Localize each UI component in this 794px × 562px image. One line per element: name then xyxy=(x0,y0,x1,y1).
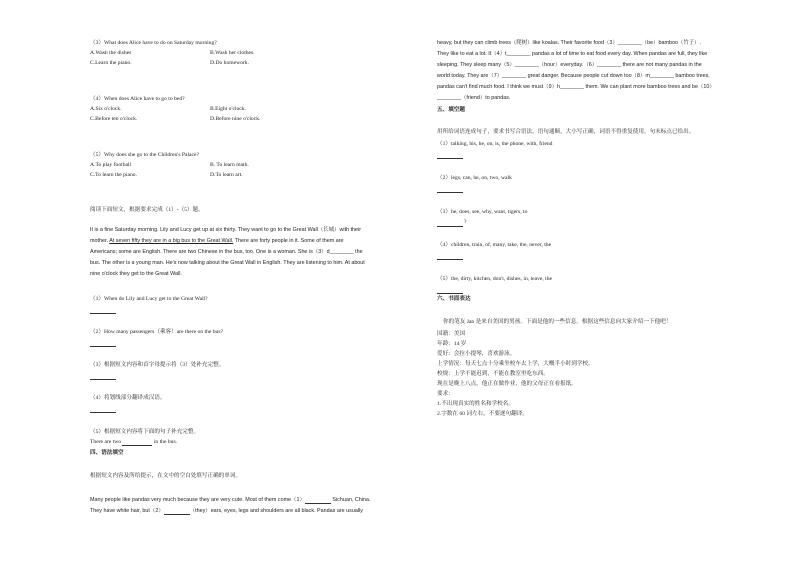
answer-line xyxy=(90,379,116,380)
sentence-item-4: （4）children, train, of, many, take, the, never, the xyxy=(437,242,552,248)
reading-question-5-sentence: There are two in the bus. xyxy=(90,439,178,445)
answer-line xyxy=(90,412,116,413)
section-4-title: 四、语法填空 xyxy=(90,450,124,456)
q3-option-b: B.Wash her clothes. xyxy=(210,50,255,56)
q5-option-c: C.To learn the piano. xyxy=(90,172,137,178)
info-line: 国籍：美国 xyxy=(437,331,465,337)
q4-option-c: C.Before ten o'clock. xyxy=(90,116,138,122)
passage-line: mother. At seven fifty they are in a big bus to the Great Wall. There are forty people in it. Some of them are xyxy=(90,238,344,244)
q3-option-a: A.Wash the dishes xyxy=(90,50,132,56)
passage-line: nine o'clock they get to the Great Wall. xyxy=(90,271,182,277)
grammar-passage-line: ________（friend）to pandas. xyxy=(437,95,511,101)
section-4-instructions: 根据短文内容及所给提示，在文中的空白处填写正确的单词。 xyxy=(90,473,242,479)
q4-option-b: B.Eight o'clock. xyxy=(210,106,246,112)
info-line: 年龄：14 岁 xyxy=(437,341,467,347)
question-mark: ? xyxy=(464,219,467,225)
info-line: 上学情况：每天七点十分乘坐校车去上学，大概半小时到学校。 xyxy=(437,361,594,367)
question-3: （3）What does Alice have to do on Saturday morning? xyxy=(90,40,217,46)
grammar-passage-line: world today. They are（7）________ great danger. Because people cut down too（8）m________ bamboo trees, xyxy=(437,73,710,79)
reading-question-4: （4）将划线部分翻译成汉语。 xyxy=(90,395,166,401)
reading-question-1: （1）When do Lily and Lucy get to the Great Wall? xyxy=(90,296,208,302)
answer-line xyxy=(437,158,463,159)
question-5: （5）Why does she go to the Children's Palace? xyxy=(90,152,199,158)
answer-line xyxy=(90,346,116,347)
info-line: 校规：上学不能迟到，不能在教室里吃东西。 xyxy=(437,371,549,377)
passage-line: bus. The other is a young man. He's now talking about the Great Wall in English. They are listening to him. At about xyxy=(90,260,365,266)
q3-option-d: D.Do homework. xyxy=(210,60,249,66)
underlined-sentence: At seven fifty they are in a big bus to the Great Wall. xyxy=(109,238,234,244)
q5-option-d: D.To learn art. xyxy=(210,172,243,178)
info-line: 爱好：会拉小提琴，喜欢游泳。 xyxy=(437,351,516,357)
info-line: 现在是晚上八点，他正在做作业，他的父母正在看报纸。 xyxy=(437,381,577,387)
grammar-passage-line: pandas can't find much food. I think we must（9）h________ them. We can plant more bamboo trees and be（10） xyxy=(437,84,715,90)
sentence-item-5: （5）the, dirty, kitchen, don't, dishes, in, leave, the xyxy=(437,276,552,282)
passage-line: Americans; some are English. There are two Chinese in the bus, too. One is a woman. She is（3）d________ the xyxy=(90,249,363,255)
sentence-item-2: （2）legs, can, he, on, two, walk xyxy=(437,175,512,181)
section-5-title: 五、填空题 xyxy=(437,107,465,113)
reading-question-2: （2）How many passengers（乘客）are there on the bus? xyxy=(90,329,223,335)
requirements-label: 要求： xyxy=(437,391,454,397)
grammar-passage-line: They have white hair, but（2） （they）ears, eyes, legs and shoulders are all black. Pandas are usually xyxy=(90,508,363,514)
question-4: （4）When does Alice have to go to bed? xyxy=(90,96,185,102)
requirement-2: 2.字数在 60 词左右，不要逐句翻译。 xyxy=(437,411,528,417)
section-5-instructions: 用所给词语连成句子，要求书写合语法，语句通顺，大小写正确，词语不得重复使用。句末标点已给出。 xyxy=(437,129,695,135)
passage-line: It is a fine Saturday morning. Lily and Lucy get up at six thirty. They want to go to the Great Wall（长城）with their xyxy=(90,227,362,233)
reading-question-5: （5）根据短文内容将下面的句子补充完整。 xyxy=(90,429,200,435)
reading-instructions: 阅读下面短文，根据要求完成（1）-（5）题。 xyxy=(90,207,204,213)
answer-line xyxy=(90,313,116,314)
requirement-1: 1.不出现真实的姓名和学校名。 xyxy=(437,401,514,407)
grammar-passage-line: sleeping. They sleep many（5）________（hour）everyday.（6）________ there are not many pandas in the xyxy=(437,62,702,68)
answer-line xyxy=(437,192,463,193)
answer-line xyxy=(437,226,463,227)
q5-option-a: A.To play football xyxy=(90,162,132,168)
answer-line xyxy=(437,293,463,294)
grammar-passage-line: Many people like pandas very much because they are very cute. Most of them come（1） Sichuan, China. xyxy=(90,497,371,503)
sentence-item-3: （3）he, does, see, why, want, tigers, to xyxy=(437,209,528,215)
reading-question-3: （3）根据短文内容和首字母提示将（3）处补充完整。 xyxy=(90,362,225,368)
grammar-passage-line: heavy, but they can climb trees（爬树）like koalas. Their favorite food（3）________（be）bamboo（竹子）. xyxy=(437,40,702,46)
q3-option-c: C.Learn the piano. xyxy=(90,60,132,66)
q5-option-b: B. To learn math. xyxy=(210,162,249,168)
answer-line xyxy=(437,259,463,260)
section-6-instructions: 你的笔友 Jan 是来自美国的男孩。下面是他的一些信息。根据这些信息向大家介绍一下他吧！ xyxy=(443,319,672,325)
section-6-title: 六、书面表达 xyxy=(437,296,471,302)
q4-option-a: A.Six o'clock. xyxy=(90,106,122,112)
q4-option-d: D.Before nine o'clock. xyxy=(210,116,261,122)
sentence-item-1: （1）talking, his, he, on, is, the phone, with, friend xyxy=(437,141,553,147)
grammar-passage-line: They like to eat a lot. It（4）t________ pandas a lot of time to eat food every day. When pandas are full, they like xyxy=(437,51,708,57)
